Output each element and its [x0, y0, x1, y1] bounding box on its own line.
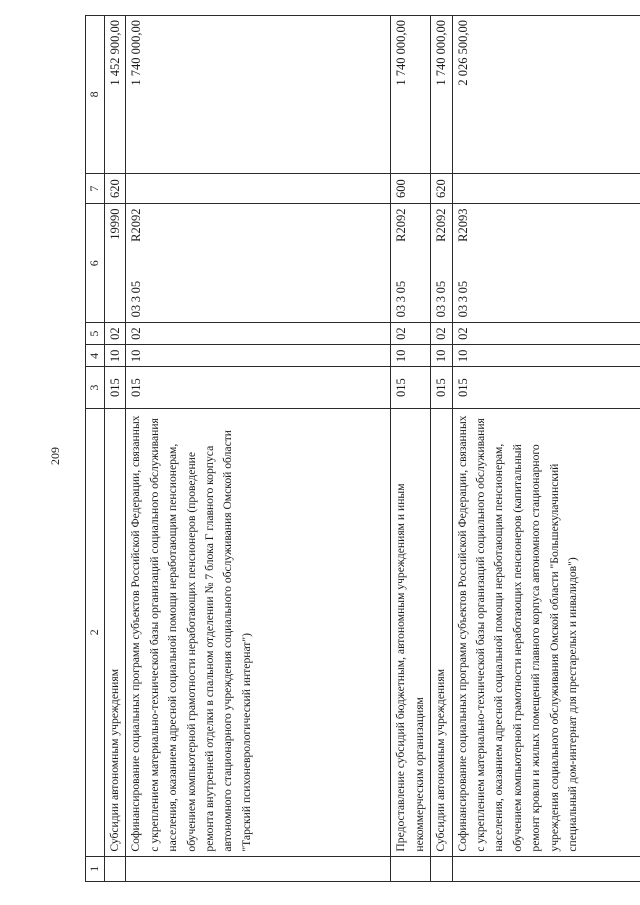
header-cell: 6: [86, 204, 105, 323]
row-name: Субсидии автономным учреждениям: [105, 408, 126, 856]
row-expense-type: 620: [105, 173, 126, 204]
row-subsection: 02: [105, 323, 126, 345]
header-cell: 4: [86, 345, 105, 367]
row-code: 015: [431, 367, 452, 408]
header-cell: 7: [86, 173, 105, 204]
header-cell: 2: [86, 408, 105, 856]
row-name: Софинансирование социальных программ субъектов Российской Федерации, связанных с укреплением материально-технической базы организаций социального обслуживания населения, оказанием адресной социальной помощи неработающим пенсионерам, обучением компьютерной грамотности неработающих пенсионеров (капитальный ремонт кровли и жилых помещений главного корпуса автономного стационарного учреждения социального обслуживания Омской области "Большекулачинский специальный дом-интернат для престарелых и инвалидов"): [452, 408, 640, 856]
row-code: 015: [105, 367, 126, 408]
row-expense-type: 600: [391, 173, 431, 204]
row-target-article: 03 3 05 R2092: [391, 204, 431, 323]
row-code: 015: [391, 367, 431, 408]
row-target-article: 03 3 05 R2093: [452, 204, 640, 323]
row-target-article: 19990: [105, 204, 126, 323]
row-section: 10: [452, 345, 640, 367]
row-expense-type: 620: [431, 173, 452, 204]
table-row: [391, 16, 431, 882]
row-amount: 1 452 900,00: [105, 16, 126, 174]
row-code: 015: [126, 367, 391, 408]
header-cell: 5: [86, 323, 105, 345]
table-row: [452, 16, 640, 882]
row-amount: 1 740 000,00: [431, 16, 452, 174]
row-target-article: 03 3 05 R2092: [126, 204, 391, 323]
table-row: [431, 16, 452, 882]
row-amount: 2 026 500,00: [452, 16, 640, 174]
table-row: [126, 16, 391, 882]
row-expense-type: [452, 173, 640, 204]
header-cell: 3: [86, 367, 105, 408]
budget-table: [85, 15, 640, 882]
row-name: Софинансирование социальных программ субъектов Российской Федерации, связанных с укреплением материально-технической базы организаций социального обслуживания населения, оказанием адресной социальной помощи неработающим пенсионерам, обучением компьютерной грамотности неработающих пенсионеров (проведение ремонта внутренней отделки в спальном отделении № 7 блока Г главного корпуса автономного стационарного учреждения социального обслуживания Омской области "Тарский психоневрологический интернат"): [126, 408, 391, 856]
row-code: 015: [452, 367, 640, 408]
table-header-row: [86, 16, 105, 882]
header-cell: 1: [86, 856, 105, 881]
row-expense-type: [126, 173, 391, 204]
header-cell: 8: [86, 16, 105, 174]
row-name: Предоставление субсидий бюджетным, автономным учреждениям и иным некоммерческим организациям: [391, 408, 431, 856]
row-amount: 1 740 000,00: [126, 16, 391, 174]
row-section: 10: [105, 345, 126, 367]
row-subsection: 02: [452, 323, 640, 345]
row-subsection: 02: [431, 323, 452, 345]
row-section: 10: [391, 345, 431, 367]
row-subsection: 02: [391, 323, 431, 345]
row-target-article: 03 3 05 R2092: [431, 204, 452, 323]
table-row: [105, 16, 126, 882]
row-section: 10: [431, 345, 452, 367]
row-subsection: 02: [126, 323, 391, 345]
row-amount: 1 740 000,00: [391, 16, 431, 174]
row-section: 10: [126, 345, 391, 367]
page-number: 209: [48, 447, 62, 465]
row-name: Субсидии автономным учреждениям: [431, 408, 452, 856]
